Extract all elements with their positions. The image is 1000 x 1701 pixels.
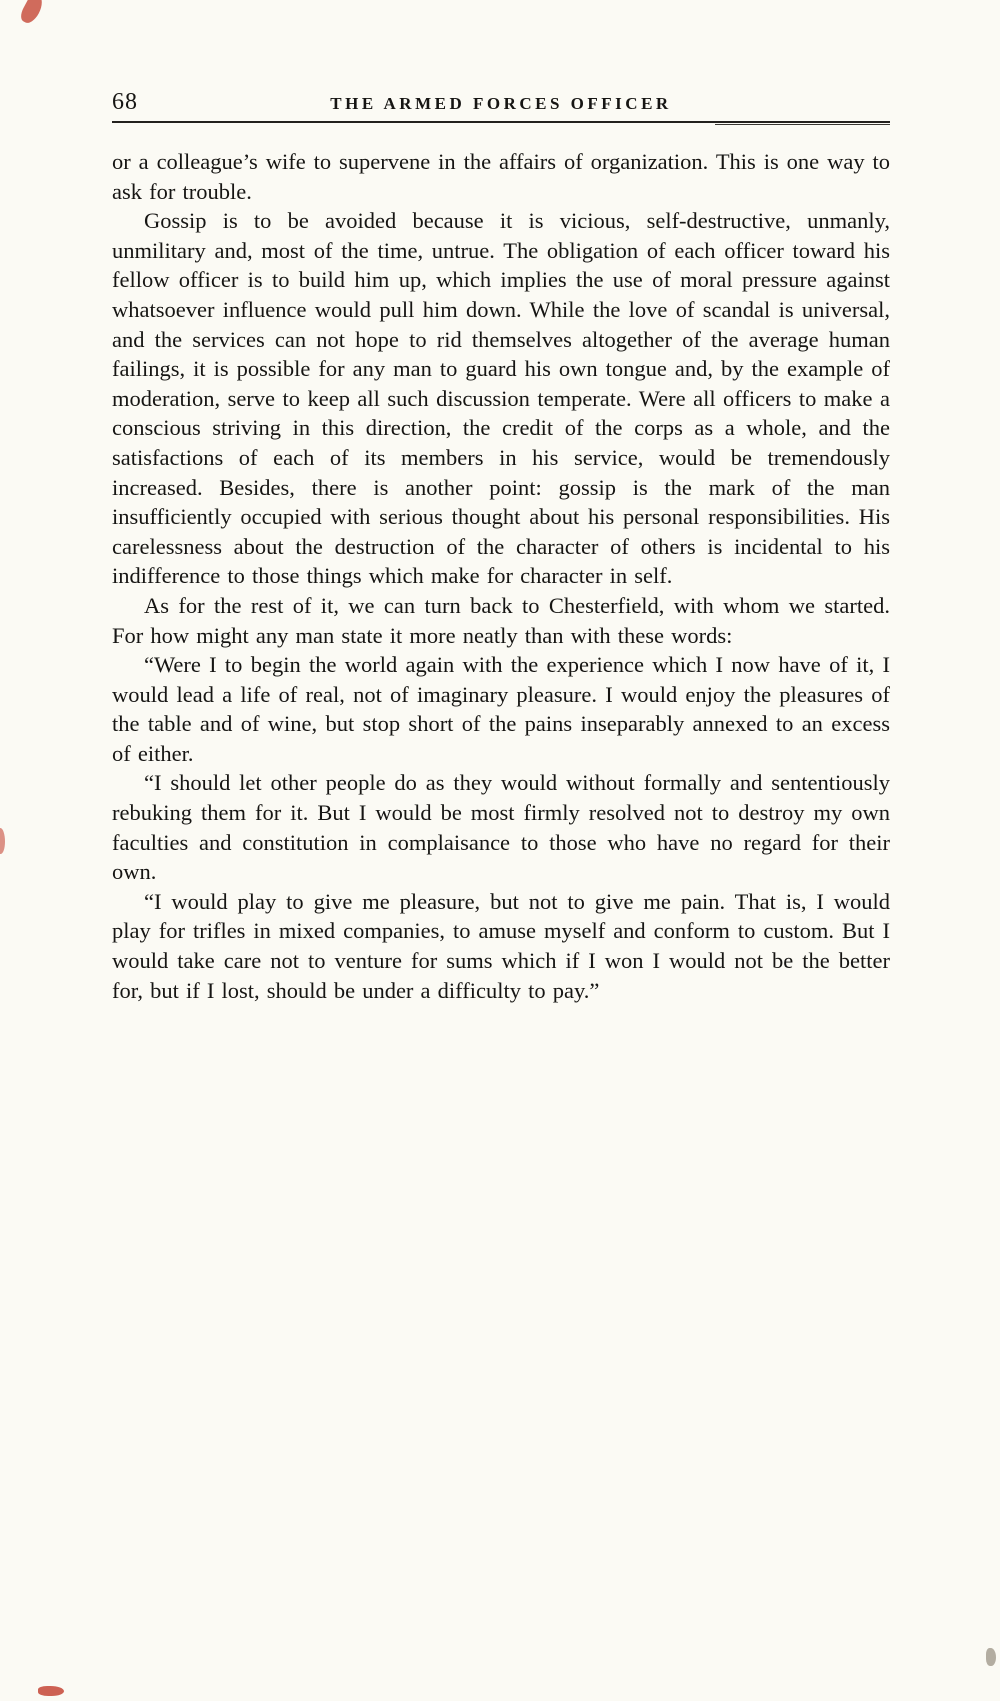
page-header (112, 84, 890, 118)
header-rule-fragment (715, 124, 890, 125)
scan-artifact (18, 0, 46, 26)
body-paragraph: “I should let other people do as they would without formally and sententiously rebuking them for it. But I would be most firmly resolved not to destroy my own faculties and constitution in complaisance to those who have no regard for their own. (112, 770, 890, 885)
body-paragraph: As for the rest of it, we can turn back to Chesterfield, with whom we started. For how might any man state it more neatly than with these words: (112, 592, 890, 648)
scan-artifact (38, 1686, 64, 1696)
header-rule (112, 121, 890, 123)
body-paragraph: or a colleague’s wife to supervene in the affairs of organization. This is one way to ask for trouble. (112, 149, 890, 204)
scan-artifact (0, 828, 5, 854)
scan-artifact (986, 1648, 996, 1666)
body-paragraph: “Were I to begin the world again with the experience which I now have of it, I would lead a life of real, not of imaginary pleasure. I would enjoy the pleasures of the table and of wine, but stop short of the pains inseparably annexed to an excess of either. (112, 652, 890, 766)
running-header-title: THE ARMED FORCES OFFICER (330, 94, 672, 113)
page-number: 68 (112, 89, 138, 115)
body-paragraph: Gossip is to be avoided because it is vicious, self-destructive, unmanly, unmilitary and, most of the time, untrue. The obligation of each officer toward his fellow officer is to build him up, which implies the use of moral pressure against whatsoever influence would pull him down. While the love of scandal is universal, and the services can not hope to rid themselves altogether of the average human failings, it is possible for any man to guard his own tongue and, by the example of moderation, serve to keep all such discussion temperate. Were all officers to make a conscious striving in this direction, the credit of the corps as a whole, and the satisfactions of each of its members in his service, would be tremendously increased. Besides, there is another point: gossip is the mark of the man insufficiently occupied with serious thought about his personal responsibilities. His carelessness about the destruction of the character of others is incidental to his indifference to those things which make for character in self. (112, 208, 890, 589)
body-text (112, 147, 890, 1005)
page-content (112, 84, 890, 1005)
body-paragraph: “I would play to give me pleasure, but not to give me pain. That is, I would play for trifles in mixed companies, to amuse myself and conform to custom. But I would take care not to venture for sums which if I won I would not be the better for, but if I lost, should be under a difficulty to pay.” (112, 888, 890, 1003)
